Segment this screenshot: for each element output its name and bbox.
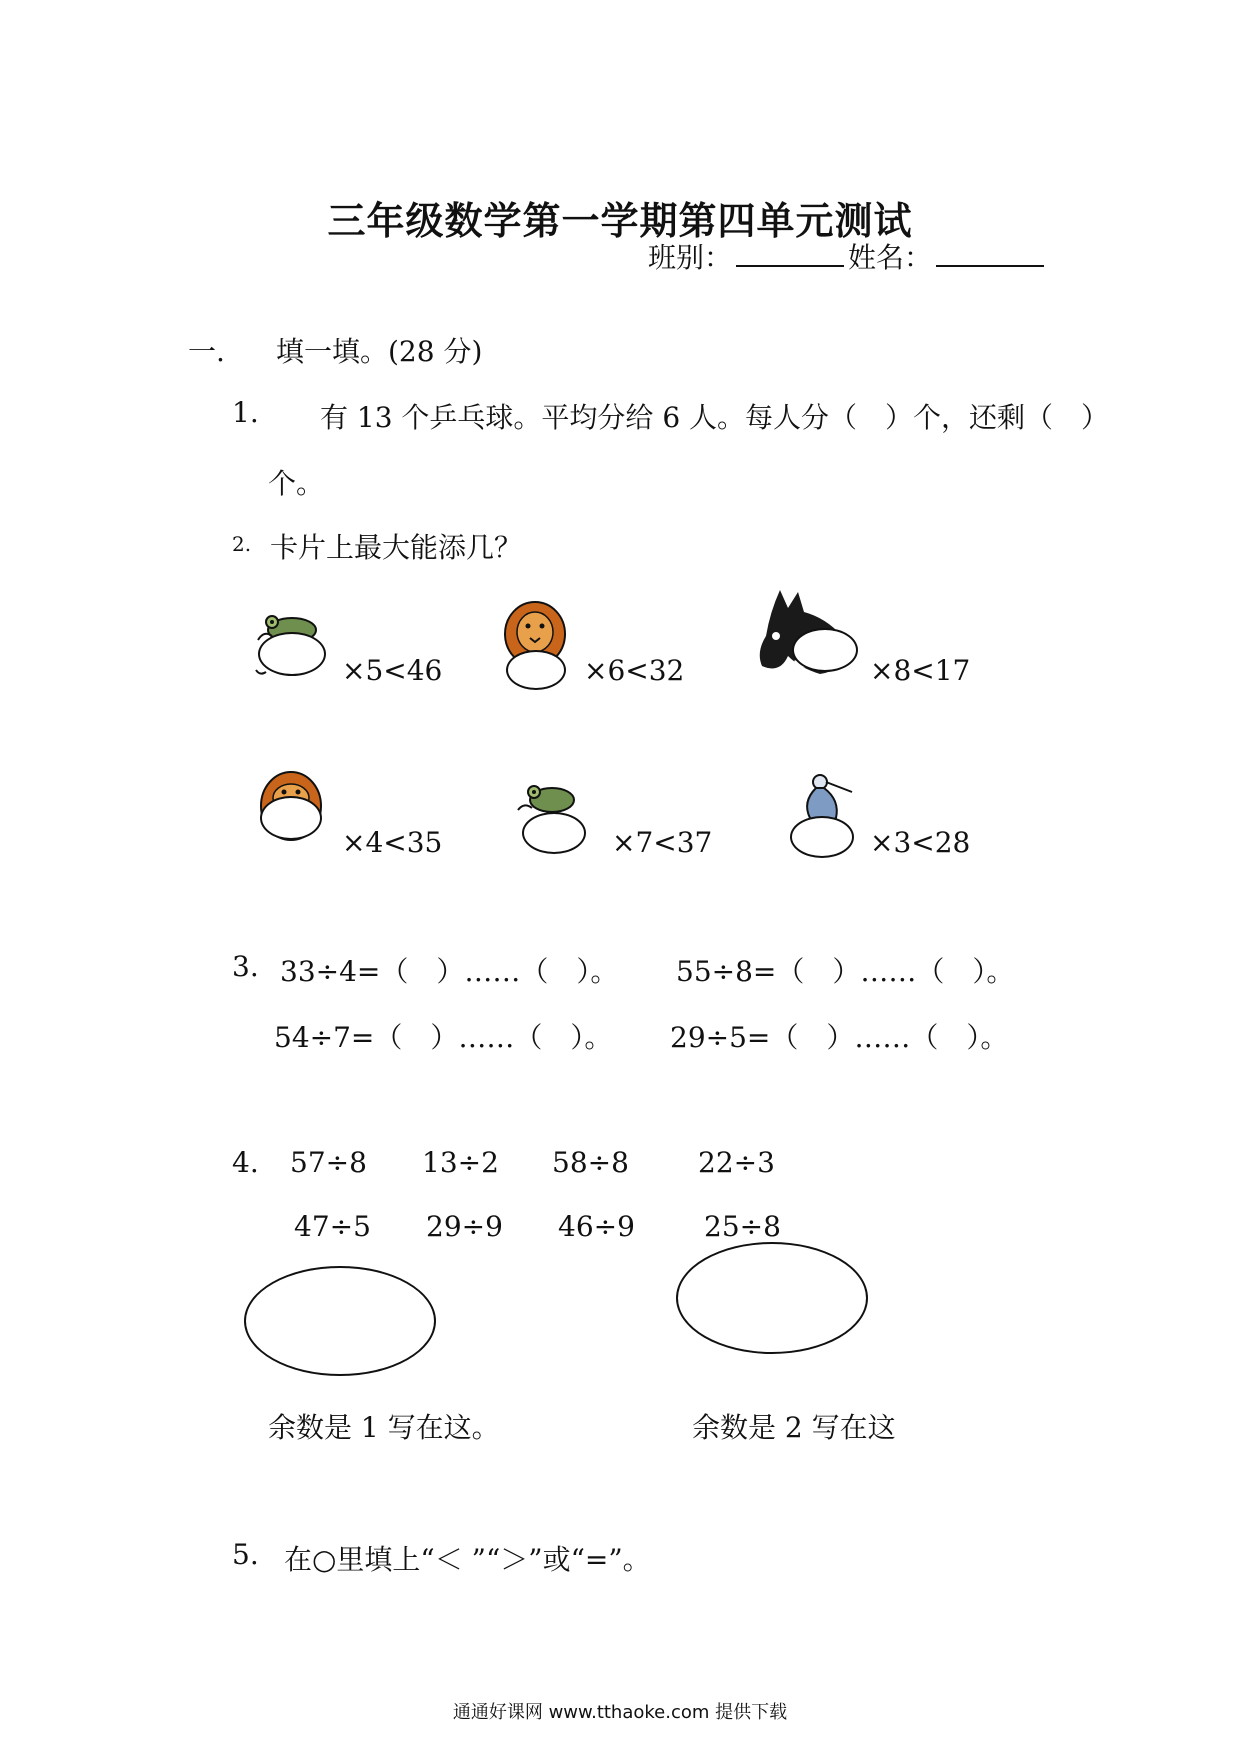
- remainder-2-label: 余数是 2 写在这: [692, 1411, 896, 1444]
- division-expr: 58÷8: [552, 1146, 629, 1179]
- question-text: 在○里填上“＜ ”“＞”或“=”。: [284, 1543, 651, 1576]
- division-expr: 13÷2: [422, 1146, 499, 1179]
- question-text: 卡片上最大能添几？: [270, 531, 523, 564]
- inequality-expr: ×4<35: [342, 826, 443, 859]
- student-info: [648, 236, 1048, 276]
- division-item: 55÷8=（ ）……（ ）。: [676, 955, 1015, 988]
- section-heading: 填一填。(28 分): [276, 335, 483, 368]
- division-expr: 22÷3: [698, 1146, 775, 1179]
- class-blank[interactable]: [736, 239, 844, 267]
- name-label: 姓名：: [848, 241, 933, 274]
- division-expr: 46÷9: [558, 1210, 635, 1243]
- question-number: 5.: [232, 1538, 259, 1571]
- division-item: 54÷7=（ ）……（ ）。: [274, 1021, 613, 1054]
- inequality-expr: ×6<32: [584, 654, 685, 687]
- section-number: 一.: [188, 335, 225, 368]
- inequality-expr: ×3<28: [870, 826, 971, 859]
- inequality-expr: ×8<17: [870, 654, 971, 687]
- question-number: 3.: [232, 950, 259, 983]
- answer-card[interactable]: [522, 812, 586, 854]
- answer-card[interactable]: [506, 650, 566, 690]
- division-item: 33÷4=（ ）……（ ）。: [280, 955, 619, 988]
- footer-text: 通通好课网 www.tthaoke.com 提供下载: [452, 1702, 788, 1723]
- division-expr: 47÷5: [294, 1210, 371, 1243]
- remainder-1-oval[interactable]: [244, 1266, 436, 1376]
- answer-card[interactable]: [792, 628, 858, 672]
- answer-card[interactable]: [258, 632, 326, 676]
- question-text-continued: 个。: [268, 467, 325, 500]
- name-blank[interactable]: [936, 239, 1044, 267]
- division-item: 29÷5=（ ）……（ ）。: [670, 1021, 1009, 1054]
- question-text: 有 13 个乒乓球。平均分给 6 人。每人分（ ）个，还剩（ ）: [320, 401, 1110, 434]
- division-expr: 29÷9: [426, 1210, 503, 1243]
- answer-card[interactable]: [260, 796, 322, 840]
- division-expr: 25÷8: [704, 1210, 781, 1243]
- question-number: 1.: [232, 396, 259, 429]
- division-expr: 57÷8: [290, 1146, 367, 1179]
- class-label: 班别：: [648, 241, 733, 274]
- remainder-1-label: 余数是 1 写在这。: [268, 1411, 500, 1444]
- answer-card[interactable]: [790, 816, 854, 858]
- question-number: 2.: [232, 532, 252, 556]
- inequality-expr: ×5<46: [342, 654, 443, 687]
- question-number: 4.: [232, 1146, 259, 1179]
- page-title: 三年级数学第一学期第四单元测试: [327, 199, 913, 243]
- inequality-expr: ×7<37: [612, 826, 713, 859]
- remainder-2-oval[interactable]: [676, 1242, 868, 1354]
